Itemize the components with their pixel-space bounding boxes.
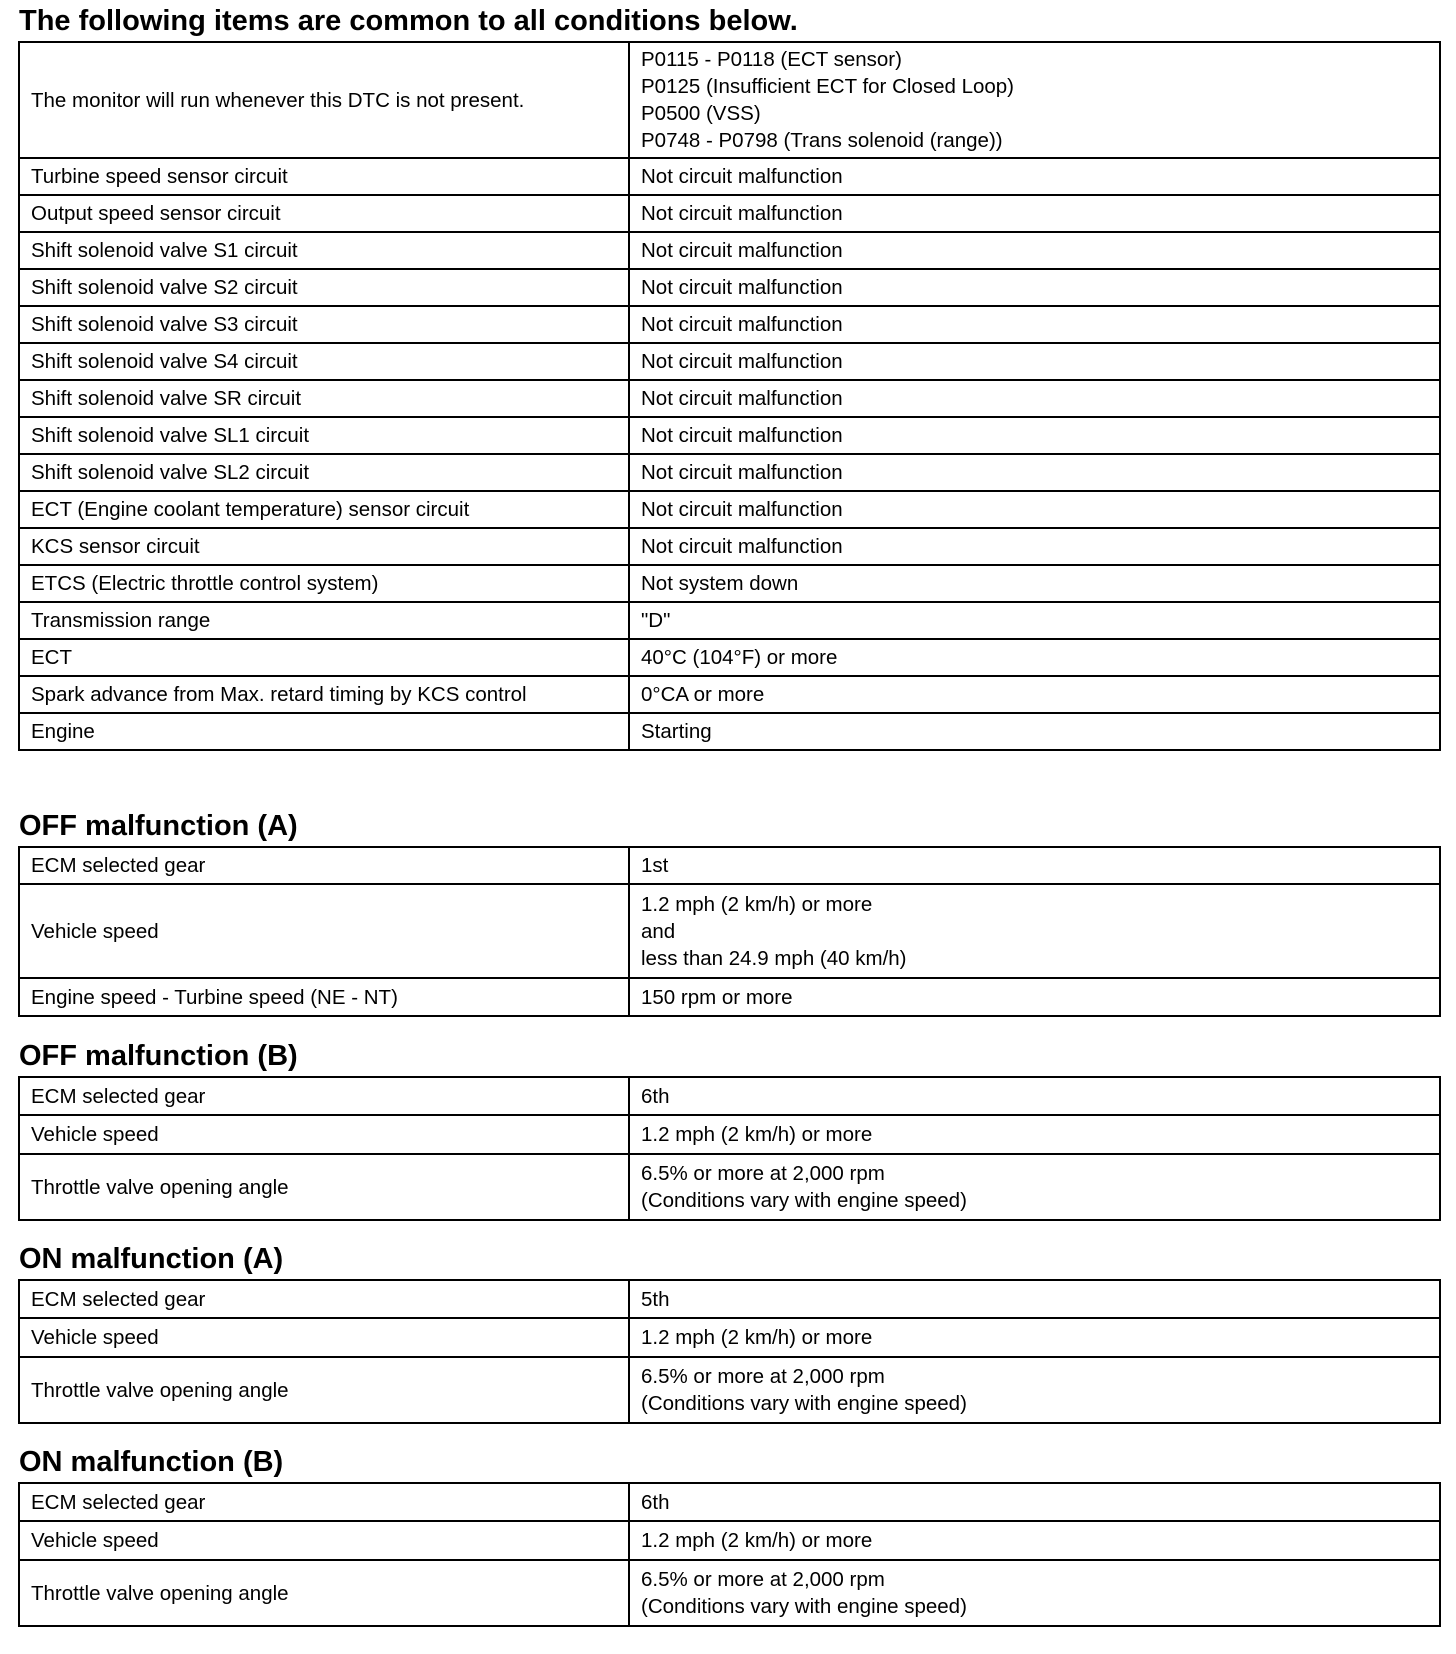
- table-row: [19, 1483, 1440, 1521]
- condition-value: Not circuit malfunction: [629, 269, 1440, 306]
- condition-item: Shift solenoid valve S4 circuit: [19, 343, 629, 380]
- value-line: (Conditions vary with engine speed): [641, 1189, 967, 1212]
- table-row: [19, 639, 1440, 676]
- condition-value: "D": [629, 602, 1440, 639]
- condition-value: 1.2 mph (2 km/h) or more: [629, 1521, 1440, 1560]
- condition-item: Vehicle speed: [19, 1318, 629, 1357]
- condition-item: Throttle valve opening angle: [19, 1357, 629, 1423]
- condition-value: 40°C (104°F) or more: [629, 639, 1440, 676]
- condition-item: ETCS (Electric throttle control system): [19, 565, 629, 602]
- table-row: [19, 1560, 1440, 1626]
- common-conditions-table: [18, 41, 1441, 751]
- condition-item: Shift solenoid valve SL2 circuit: [19, 454, 629, 491]
- condition-value: [629, 1357, 1440, 1423]
- condition-value: Not circuit malfunction: [629, 380, 1440, 417]
- condition-item: ECM selected gear: [19, 847, 629, 884]
- table-row: [19, 232, 1440, 269]
- condition-value: Not circuit malfunction: [629, 528, 1440, 565]
- on-malfunction-a-table: [18, 1279, 1441, 1424]
- table-row: [19, 1357, 1440, 1423]
- section-title-on-a: ON malfunction (A): [19, 1243, 284, 1275]
- condition-item: Shift solenoid valve S3 circuit: [19, 306, 629, 343]
- table-row: [19, 269, 1440, 306]
- condition-value: Not circuit malfunction: [629, 158, 1440, 195]
- condition-value: 150 rpm or more: [629, 978, 1440, 1016]
- value-line: (Conditions vary with engine speed): [641, 1595, 967, 1618]
- condition-value: 1.2 mph (2 km/h) or more: [629, 1318, 1440, 1357]
- condition-value: 6th: [629, 1483, 1440, 1521]
- condition-value: Not circuit malfunction: [629, 417, 1440, 454]
- condition-value: 1st: [629, 847, 1440, 884]
- on-malfunction-b-table: [18, 1482, 1441, 1627]
- page-title: The following items are common to all conditions below.: [19, 5, 798, 37]
- condition-item: ECM selected gear: [19, 1483, 629, 1521]
- condition-value: [629, 1154, 1440, 1220]
- condition-item: Vehicle speed: [19, 1521, 629, 1560]
- table-row: [19, 491, 1440, 528]
- condition-item: ECT: [19, 639, 629, 676]
- condition-value: 0°CA or more: [629, 676, 1440, 713]
- condition-item: Shift solenoid valve S2 circuit: [19, 269, 629, 306]
- table-row: [19, 713, 1440, 750]
- condition-item: Transmission range: [19, 602, 629, 639]
- condition-item: ECT (Engine coolant temperature) sensor circuit: [19, 491, 629, 528]
- table-row: [19, 676, 1440, 713]
- value-line: and: [641, 919, 676, 943]
- condition-value: [629, 1560, 1440, 1626]
- condition-value: Not system down: [629, 565, 1440, 602]
- value-line: 6.5% or more at 2,000 rpm: [641, 1162, 885, 1185]
- condition-item: Vehicle speed: [19, 1115, 629, 1154]
- condition-item: Vehicle speed: [19, 884, 629, 978]
- table-row: [19, 1280, 1440, 1318]
- condition-value: [629, 42, 1440, 158]
- section-title-off-a: OFF malfunction (A): [19, 810, 298, 842]
- condition-item: Engine speed - Turbine speed (NE - NT): [19, 978, 629, 1016]
- table-row: [19, 195, 1440, 232]
- table-row: [19, 978, 1440, 1016]
- condition-value: Not circuit malfunction: [629, 232, 1440, 269]
- condition-value: [629, 884, 1440, 978]
- table-row: [19, 343, 1440, 380]
- condition-value: Starting: [629, 713, 1440, 750]
- table-row: [19, 1077, 1440, 1115]
- table-row: [19, 417, 1440, 454]
- value-line: 6.5% or more at 2,000 rpm: [641, 1365, 885, 1388]
- condition-item: Engine: [19, 713, 629, 750]
- table-row: [19, 1318, 1440, 1357]
- table-row: [19, 158, 1440, 195]
- section-title-on-b: ON malfunction (B): [19, 1446, 284, 1478]
- table-row: [19, 1154, 1440, 1220]
- condition-item: Throttle valve opening angle: [19, 1560, 629, 1626]
- condition-value: Not circuit malfunction: [629, 454, 1440, 491]
- off-malfunction-b-table: [18, 1076, 1441, 1221]
- table-row: [19, 602, 1440, 639]
- dtc-line: P0500 (VSS): [641, 102, 761, 125]
- condition-value: Not circuit malfunction: [629, 195, 1440, 232]
- condition-value: 5th: [629, 1280, 1440, 1318]
- table-row: [19, 1521, 1440, 1560]
- table-row: [19, 306, 1440, 343]
- table-row: [19, 1115, 1440, 1154]
- table-row: [19, 528, 1440, 565]
- condition-item: Shift solenoid valve S1 circuit: [19, 232, 629, 269]
- table-row: [19, 847, 1440, 884]
- condition-item: Shift solenoid valve SL1 circuit: [19, 417, 629, 454]
- condition-value: Not circuit malfunction: [629, 343, 1440, 380]
- table-row: [19, 454, 1440, 491]
- condition-value: Not circuit malfunction: [629, 306, 1440, 343]
- condition-item: Throttle valve opening angle: [19, 1154, 629, 1220]
- condition-item: Spark advance from Max. retard timing by KCS control: [19, 676, 629, 713]
- section-title-off-b: OFF malfunction (B): [19, 1040, 298, 1072]
- condition-item: Output speed sensor circuit: [19, 195, 629, 232]
- dtc-line: P0115 - P0118 (ECT sensor): [641, 48, 902, 71]
- condition-value: Not circuit malfunction: [629, 491, 1440, 528]
- value-line: less than 24.9 mph (40 km/h): [641, 946, 907, 970]
- table-row: [19, 565, 1440, 602]
- dtc-line: P0125 (Insufficient ECT for Closed Loop): [641, 75, 1015, 98]
- value-line: 6.5% or more at 2,000 rpm: [641, 1568, 885, 1591]
- condition-value: 6th: [629, 1077, 1440, 1115]
- value-line: 1.2 mph (2 km/h) or more: [641, 892, 873, 916]
- condition-item: Shift solenoid valve SR circuit: [19, 380, 629, 417]
- dtc-line: P0748 - P0798 (Trans solenoid (range)): [641, 129, 1003, 152]
- condition-item: The monitor will run whenever this DTC is not present.: [19, 42, 629, 158]
- table-row: [19, 884, 1440, 978]
- condition-item: ECM selected gear: [19, 1077, 629, 1115]
- table-row: [19, 42, 1440, 158]
- condition-item: Turbine speed sensor circuit: [19, 158, 629, 195]
- off-malfunction-a-table: [18, 846, 1441, 1017]
- condition-value: 1.2 mph (2 km/h) or more: [629, 1115, 1440, 1154]
- table-row: [19, 380, 1440, 417]
- condition-item: KCS sensor circuit: [19, 528, 629, 565]
- condition-item: ECM selected gear: [19, 1280, 629, 1318]
- value-line: (Conditions vary with engine speed): [641, 1392, 967, 1415]
